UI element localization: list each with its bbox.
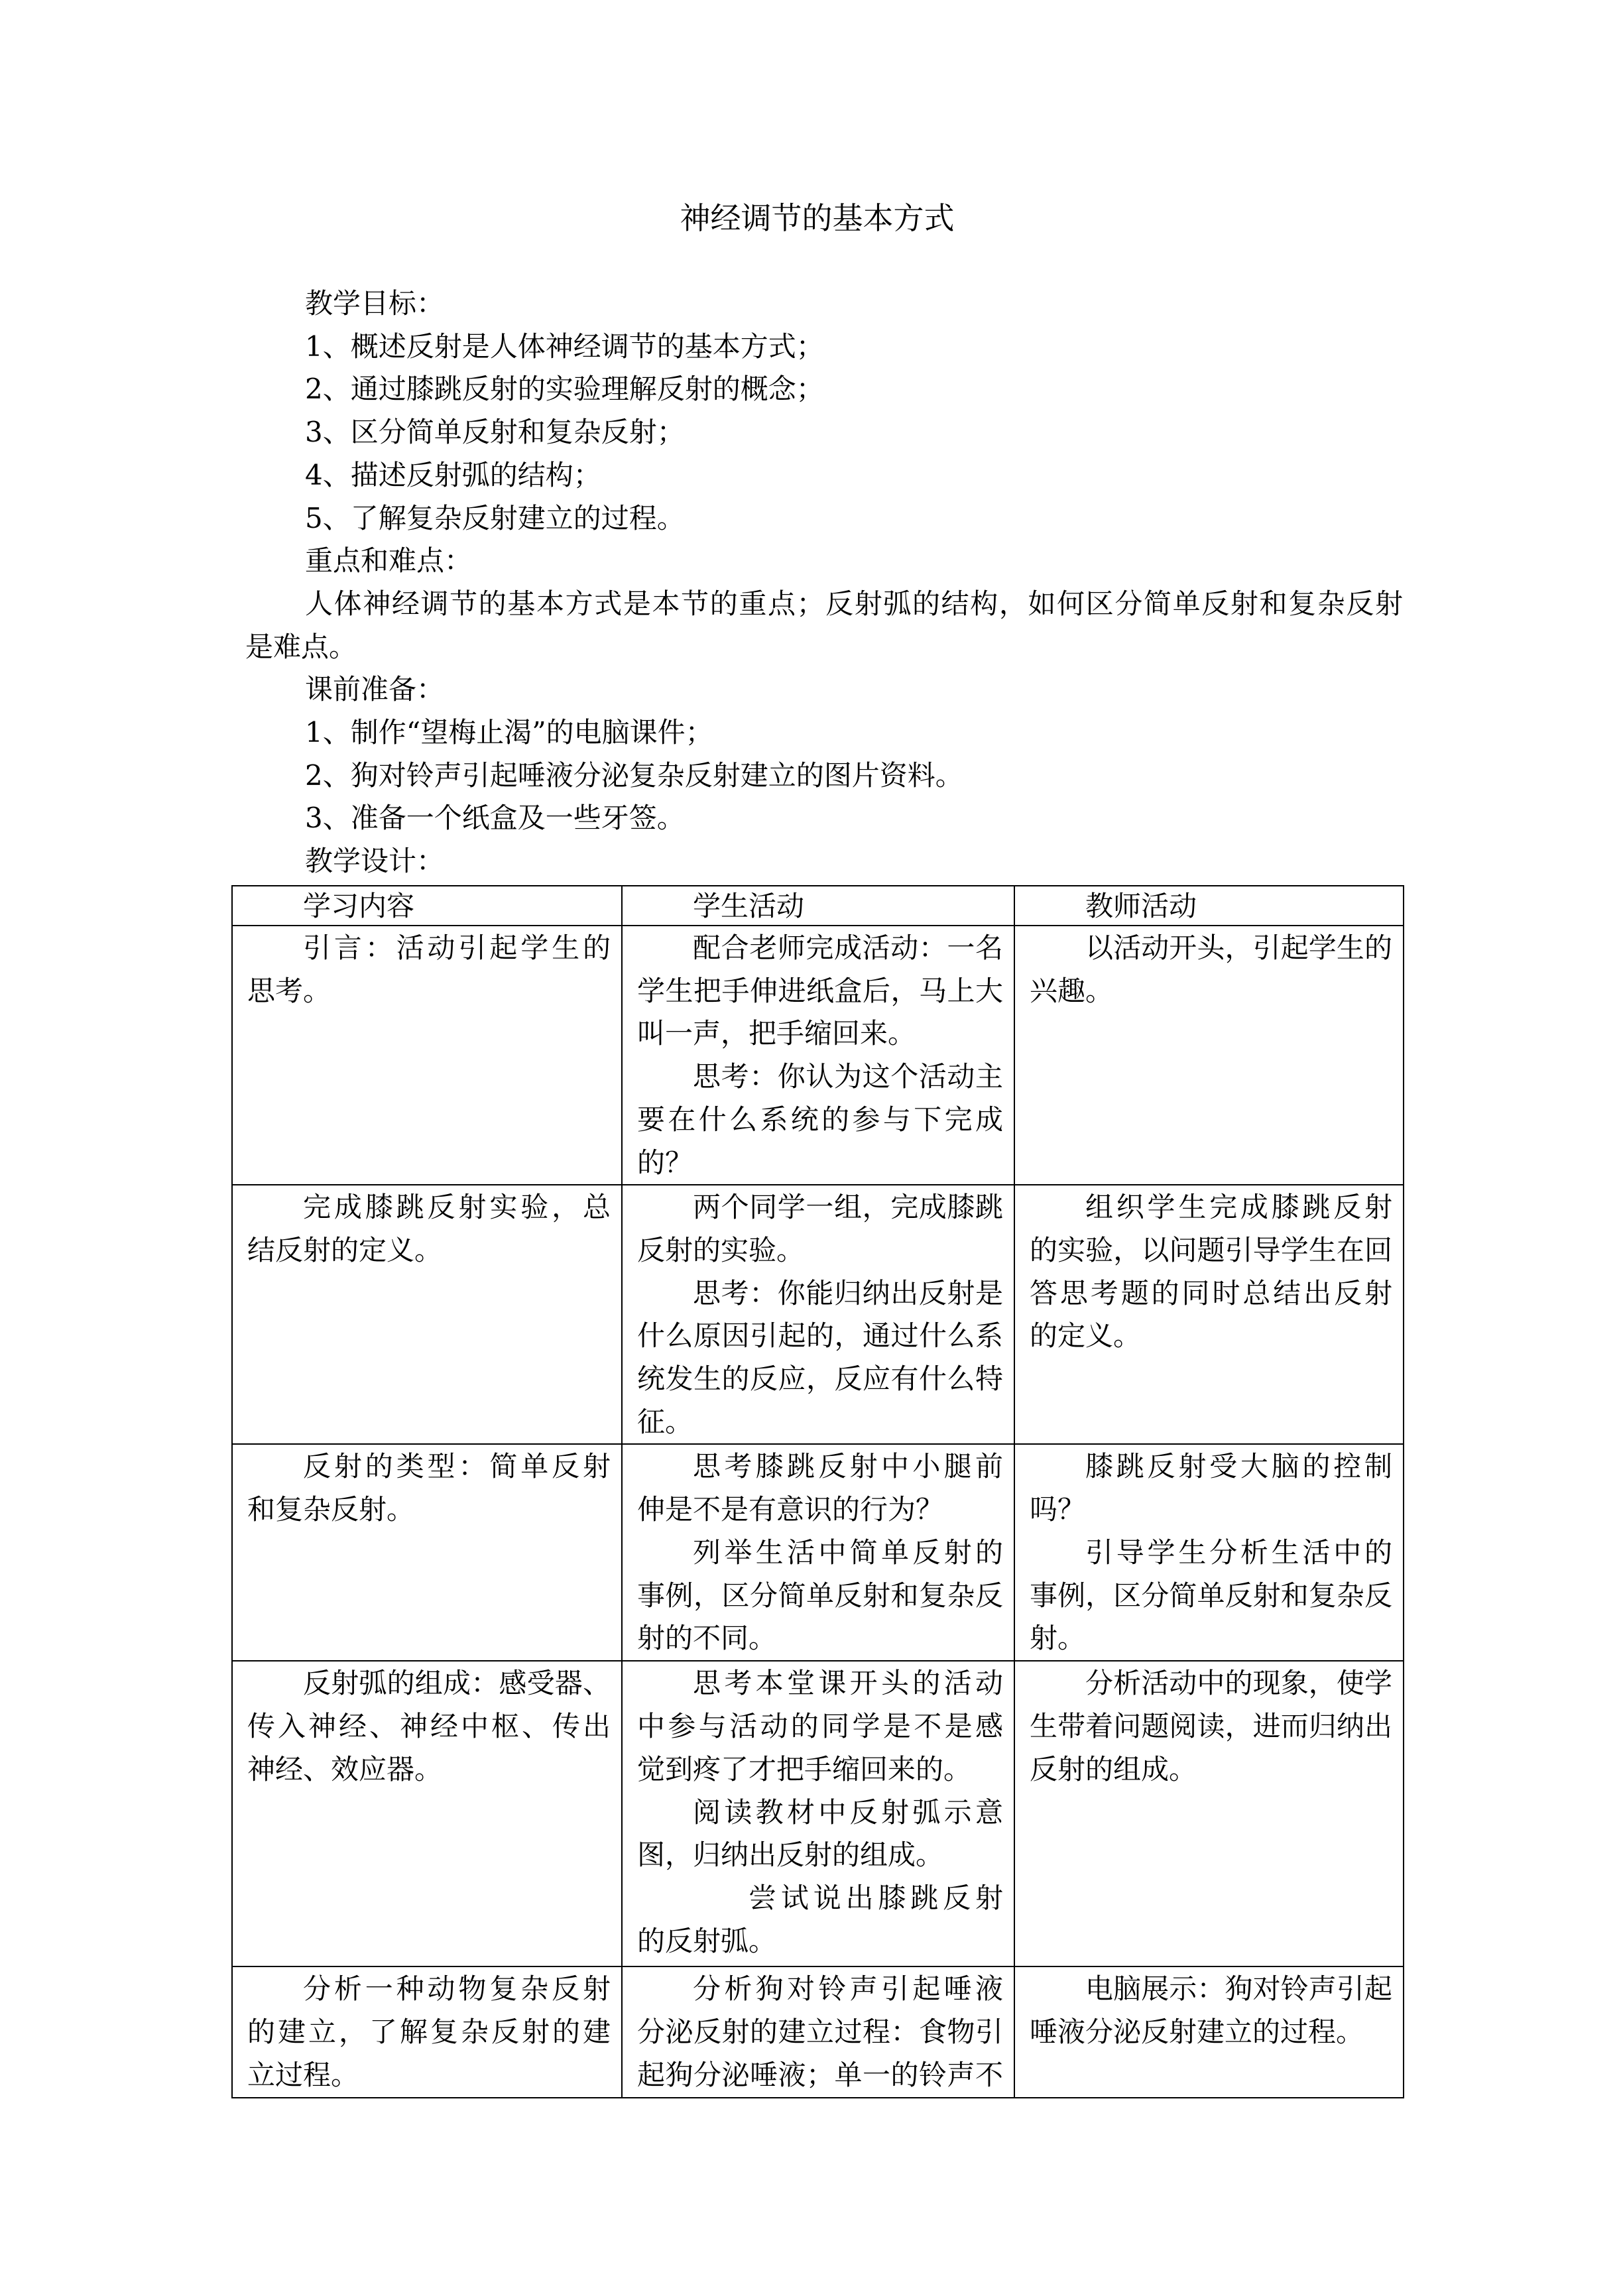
cell-text-line: 生带着问题阅读，进而归纳出 <box>1030 1710 1392 1743</box>
design-heading: 教学设计： <box>305 845 445 878</box>
cell-learning-content <box>232 1661 622 1966</box>
cell-text-line: 要在什么系统的参与下完成 <box>637 1103 1003 1136</box>
cell-text-line: 思考本堂课开头的活动 <box>693 1667 1003 1700</box>
cell-text-line: 反射弧的组成：感受器、 <box>303 1667 611 1700</box>
table-row <box>232 1966 1404 2097</box>
cell-text-line: 反射的实验。 <box>637 1233 805 1266</box>
cell-text-line: 答思考题的同时总结出反射 <box>1030 1276 1392 1309</box>
cell-text-line: 和复杂反射。 <box>247 1493 415 1526</box>
cell-text-line: 的反射弧。 <box>637 1924 777 1957</box>
preparation-heading: 课前准备： <box>305 673 445 706</box>
cell-text-line: 组织学生完成膝跳反射 <box>1085 1191 1392 1224</box>
cell-text-line: 事例，区分简单反射和复杂反 <box>637 1579 1003 1612</box>
cell-text-line: 兴趣。 <box>1030 974 1114 1007</box>
cell-text-line: 立过程。 <box>247 2058 359 2091</box>
cell-text-line: 引言：活动引起学生的 <box>303 932 611 964</box>
cell-text-line: 的？ <box>637 1146 693 1179</box>
objectives-heading: 教学目标： <box>305 287 445 320</box>
cell-text-line: 电脑展示：狗对铃声引起 <box>1085 1972 1392 2006</box>
cell-learning-content <box>232 1966 622 2097</box>
table-row <box>232 1185 1404 1444</box>
cell-text-line: 事例，区分简单反射和复杂反 <box>1030 1579 1392 1612</box>
cell-text-line: 思考：你认为这个活动主 <box>693 1060 1003 1093</box>
header-student-activity <box>622 886 1014 926</box>
cell-student-activity <box>622 1661 1014 1966</box>
cell-text-line: 的实验，以问题引导学生在回 <box>1030 1233 1392 1266</box>
key-points-text-line: 是难点。 <box>245 630 357 663</box>
key-points-text-line: 人体神经调节的基本方式是本节的重点；反射弧的结构，如何区分简单反射和复杂反射 <box>305 587 1403 620</box>
cell-text-line: 膝跳反射受大脑的控制 <box>1085 1450 1392 1483</box>
cell-text-line: 什么原因引起的，通过什么系 <box>637 1319 1003 1353</box>
cell-text-line: 征。 <box>637 1405 693 1438</box>
objective-item: 1、概述反射是人体神经调节的基本方式； <box>305 330 824 363</box>
header-label: 学生活动 <box>693 890 805 922</box>
preparation-item: 3、准备一个纸盒及一些牙签。 <box>305 802 685 835</box>
cell-learning-content <box>232 1185 622 1444</box>
table-row <box>232 926 1404 1185</box>
lesson-design-table <box>231 885 1404 2098</box>
cell-student-activity <box>622 1185 1014 1444</box>
cell-text-line: 反射的类型：简单反射 <box>303 1450 611 1483</box>
cell-text-line: 统发生的反应，反应有什么特 <box>637 1362 1003 1396</box>
cell-text-line: 完成膝跳反射实验，总 <box>303 1191 611 1224</box>
cell-text-line: 射的不同。 <box>637 1622 777 1655</box>
cell-text-line: 列举生活中简单反射的 <box>693 1536 1003 1569</box>
cell-text-line: 结反射的定义。 <box>247 1233 443 1266</box>
key-points-heading: 重点和难点： <box>305 544 473 577</box>
cell-text-line: 尝试说出膝跳反射 <box>749 1881 1003 1914</box>
table-row <box>232 1444 1404 1661</box>
objective-item: 5、了解复杂反射建立的过程。 <box>305 501 685 534</box>
cell-text-line: 伸是不是有意识的行为？ <box>637 1493 944 1526</box>
cell-text-line: 思考：你能归纳出反射是 <box>693 1276 1003 1309</box>
cell-text-line: 分析一种动物复杂反射 <box>303 1972 611 2006</box>
cell-text-line: 分析狗对铃声引起唾液 <box>693 1972 1003 2006</box>
cell-text-line: 引导学生分析生活中的 <box>1085 1536 1392 1569</box>
cell-teacher-activity <box>1014 1661 1404 1966</box>
objective-item: 3、区分简单反射和复杂反射； <box>305 416 685 449</box>
cell-text-line: 射。 <box>1030 1622 1086 1655</box>
preparation-item: 2、狗对铃声引起唾液分泌复杂反射建立的图片资料。 <box>305 758 963 792</box>
cell-student-activity <box>622 1966 1014 2097</box>
cell-text-line: 以活动开头，引起学生的 <box>1085 932 1392 964</box>
header-learning-content <box>232 886 622 926</box>
cell-text-line: 叫一声，把手缩回来。 <box>637 1017 916 1050</box>
cell-text-line: 神经、效应器。 <box>247 1752 443 1785</box>
cell-text-line: 起狗分泌唾液；单一的铃声不 <box>637 2058 1003 2091</box>
cell-student-activity <box>622 1444 1014 1661</box>
cell-text-line: 分析活动中的现象，使学 <box>1085 1667 1392 1700</box>
header-teacher-activity <box>1014 886 1404 926</box>
cell-text-line: 反射的组成。 <box>1030 1752 1197 1785</box>
cell-text-line: 阅读教材中反射弧示意 <box>693 1795 1003 1829</box>
cell-teacher-activity <box>1014 926 1404 1185</box>
objective-item: 2、通过膝跳反射的实验理解反射的概念； <box>305 373 824 406</box>
cell-teacher-activity <box>1014 1185 1404 1444</box>
cell-student-activity <box>622 926 1014 1185</box>
cell-text-line: 思考膝跳反射中小腿前 <box>693 1450 1003 1483</box>
document-body <box>245 282 1403 883</box>
cell-text-line: 唾液分泌反射建立的过程。 <box>1030 2016 1364 2049</box>
header-label: 学习内容 <box>303 890 415 922</box>
preparation-item: 1、制作“望梅止渴”的电脑课件； <box>305 716 713 749</box>
cell-teacher-activity <box>1014 1966 1404 2097</box>
table-row <box>232 1661 1404 1966</box>
cell-text-line: 思考。 <box>247 974 331 1007</box>
cell-text-line: 的定义。 <box>1030 1319 1142 1353</box>
cell-text-line: 图，归纳出反射的组成。 <box>637 1839 944 1872</box>
cell-text-line: 吗？ <box>1030 1493 1086 1526</box>
cell-text-line: 传入神经、神经中枢、传出 <box>247 1710 611 1743</box>
cell-text-line: 中参与活动的同学是不是感 <box>637 1710 1003 1743</box>
objective-item: 4、描述反射弧的结构； <box>305 458 601 491</box>
cell-text-line: 学生把手伸进纸盒后，马上大 <box>637 974 1003 1007</box>
cell-text-line: 觉到疼了才把手缩回来的。 <box>637 1752 972 1785</box>
table-header-row <box>232 886 1404 926</box>
cell-learning-content <box>232 926 622 1185</box>
cell-text-line: 分泌反射的建立过程：食物引 <box>637 2016 1003 2049</box>
cell-teacher-activity <box>1014 1444 1404 1661</box>
cell-text-line: 两个同学一组，完成膝跳 <box>693 1191 1003 1224</box>
header-label: 教师活动 <box>1085 890 1197 922</box>
page-title: 神经调节的基本方式 <box>680 200 955 236</box>
cell-text-line: 的建立，了解复杂反射的建 <box>247 2016 611 2049</box>
cell-text-line: 配合老师完成活动：一名 <box>693 932 1003 964</box>
cell-learning-content <box>232 1444 622 1661</box>
